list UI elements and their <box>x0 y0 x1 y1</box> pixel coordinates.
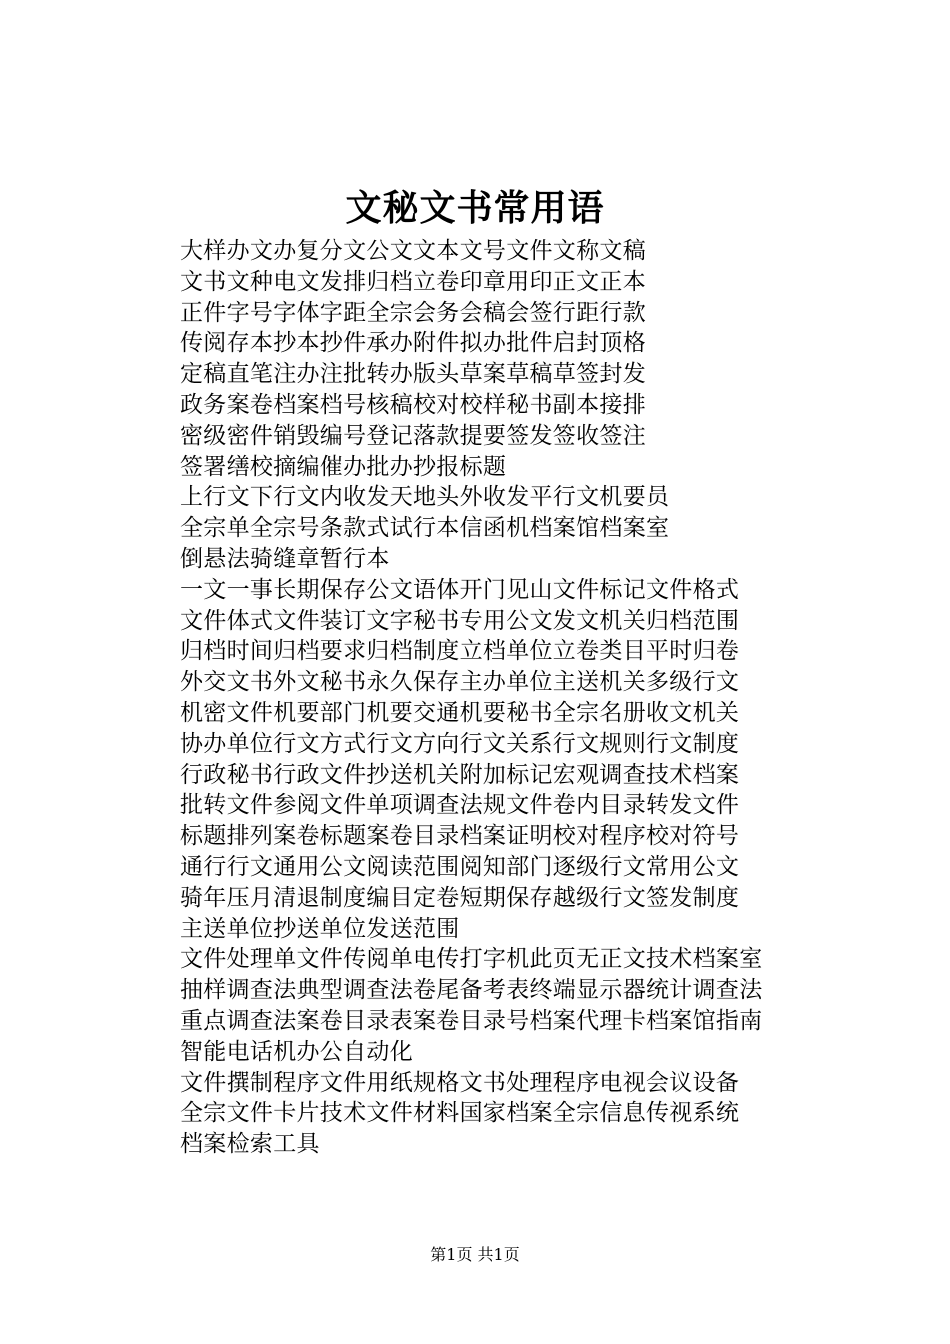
text-line: 上行文下行文内收发天地头外收发平行文机要员 <box>180 484 670 511</box>
text-line: 主送单位抄送单位发送范围 <box>180 915 460 942</box>
text-line: 一文一事长期保存公文语体开门见山文件标记文件格式 <box>180 576 740 603</box>
text-line: 通行行文通用公文阅读范围阅知部门逐级行文常用公文 <box>180 853 740 880</box>
text-line: 标题排列案卷标题案卷目录档案证明校对程序校对符号 <box>180 823 740 850</box>
text-line: 档案检索工具 <box>180 1131 320 1158</box>
text-line: 行政秘书行政文件抄送机关附加标记宏观调查技术档案 <box>180 761 740 788</box>
text-line: 大样办文办复分文公文文本文号文件文称文稿 <box>180 238 646 264</box>
text-line: 文件撰制程序文件用纸规格文书处理程序电视会议设备 <box>180 1069 740 1096</box>
text-line: 倒悬法骑缝章暂行本 <box>180 545 390 572</box>
text-line: 重点调查法案卷目录表案卷目录号档案代理卡档案馆指南 <box>180 1007 763 1034</box>
text-line: 全宗单全宗号条款式试行本信函机档案馆档案室 <box>180 515 670 542</box>
text-line: 机密文件机要部门机要交通机要秘书全宗名册收文机关 <box>180 699 740 726</box>
text-line: 签署缮校摘编催办批办抄报标题 <box>180 453 507 480</box>
text-line: 抽样调查法典型调查法卷尾备考表终端显示器统计调查法 <box>180 977 763 1004</box>
text-line: 正件字号字体字距全宗会务会稿会签行距行款 <box>180 299 646 326</box>
text-line: 骑年压月清退制度编目定卷短期保存越级行文签发制度 <box>180 884 740 911</box>
document-title: 文秘文书常用语 <box>345 187 605 229</box>
text-line: 文书文种电文发排归档立卷印章用印正文正本 <box>180 268 646 295</box>
text-line: 政务案卷档案档号核稿校对校样秘书副本接排 <box>180 391 646 418</box>
text-line: 传阅存本抄本抄件承办附件拟办批件启封顶格 <box>180 330 646 357</box>
text-line: 智能电话机办公自动化 <box>180 1038 413 1065</box>
text-line: 全宗文件卡片技术文件材料国家档案全宗信息传视系统 <box>180 1100 740 1127</box>
text-line: 密级密件销毁编号登记落款提要签发签收签注 <box>180 422 646 449</box>
text-line: 定稿直笔注办注批转办版头草案草稿草签封发 <box>180 361 646 388</box>
text-line: 文件体式文件装订文字秘书专用公文发文机关归档范围 <box>180 607 740 634</box>
text-line: 协办单位行文方式行文方向行文关系行文规则行文制度 <box>180 730 740 757</box>
text-line: 外交文书外文秘书永久保存主办单位主送机关多级行文 <box>180 669 740 696</box>
document-body <box>180 236 840 1160</box>
text-line: 文件处理单文件传阅单电传打字机此页无正文技术档案室 <box>180 946 763 973</box>
text-line: 批转文件参阅文件单项调查法规文件卷内目录转发文件 <box>180 792 740 819</box>
text-line: 归档时间归档要求归档制度立档单位立卷类目平时归卷 <box>180 638 740 665</box>
page-footer: 第1页 共1页 <box>430 1245 520 1264</box>
